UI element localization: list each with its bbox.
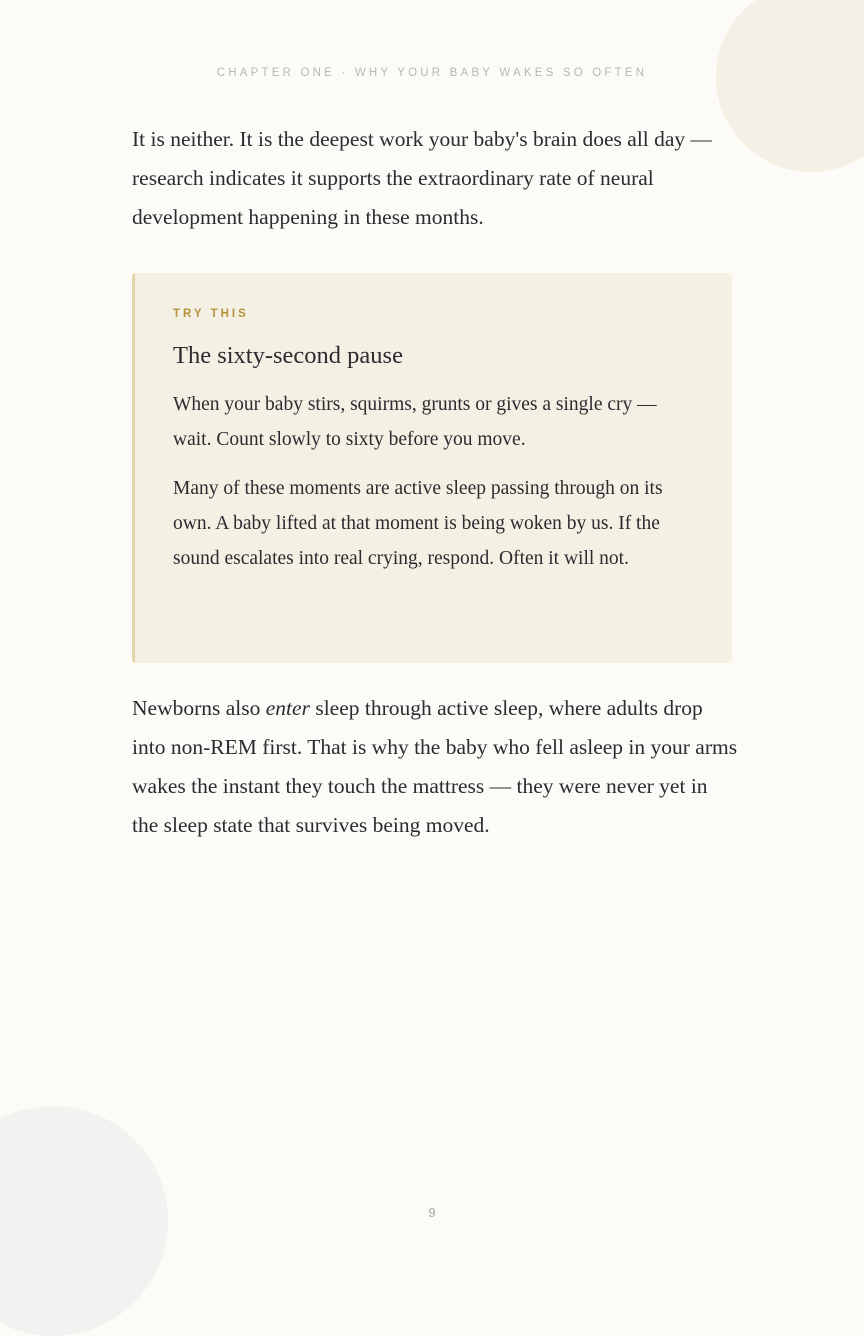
decorative-circle-top	[716, 0, 864, 172]
callout-paragraph-2: Many of these moments are active sleep passing through on its own. A baby lifted at that moment is being woken by us. If the sound escalates into real crying, respond. Often it will not.	[173, 478, 663, 569]
callout-label: TRY THIS	[173, 308, 249, 320]
decorative-circle-bottom	[0, 1106, 168, 1336]
body-paragraph-1: It is neither. It is the deepest work your baby's brain does all day — research indicates it supports the extraordinary rate of neural development happening in these months.	[132, 127, 713, 229]
paragraph-2-rest: sleep through active sleep, where adults drop into non-REM first. That is why the baby who fell asleep in your arms wakes the instant they touch the mattress — they were never yet in the sleep state that survives being moved.	[132, 696, 738, 837]
callout-title: The sixty-second pause	[173, 342, 403, 369]
paragraph-2-emphasis: enter	[265, 696, 310, 720]
running-header: CHAPTER ONE · WHY YOUR BABY WAKES SO OFTEN	[216, 67, 648, 79]
try-this-callout	[132, 273, 732, 663]
callout-paragraph-1: When your baby stirs, squirms, grunts or gives a single cry — wait. Count slowly to sixty before you move.	[173, 394, 657, 450]
page-number: 9	[428, 1205, 436, 1220]
body-paragraph-2	[132, 689, 738, 845]
paragraph-2-lead: Newborns also	[132, 696, 266, 720]
